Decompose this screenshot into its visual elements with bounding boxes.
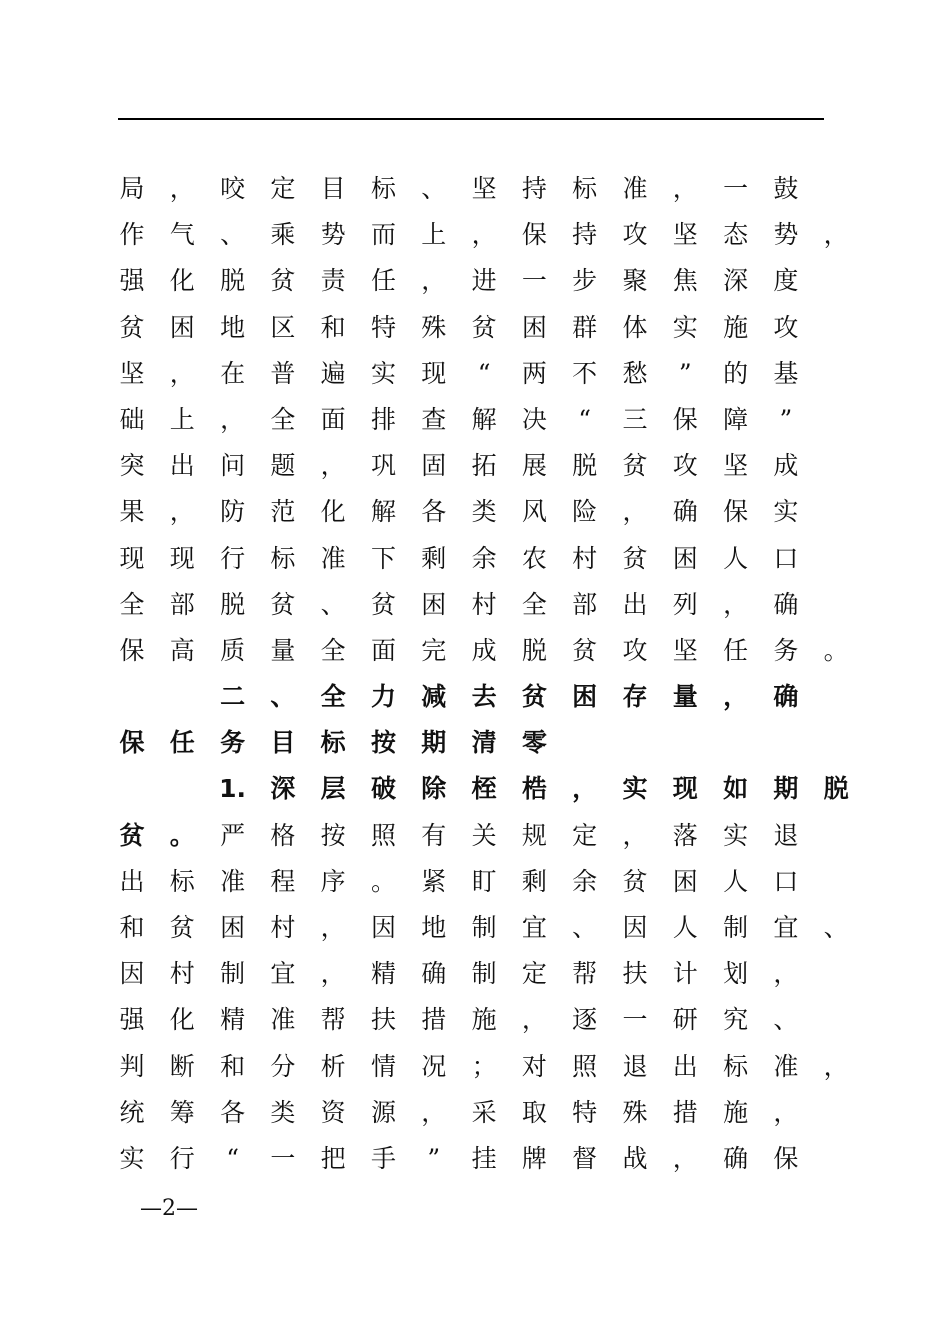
text-line: 因 村 制 宜 ， 精 确 制 定 帮 扶 计 划 ， [119,959,799,989]
text-line: 二 、 全 力 减 去 贫 困 存 量 ， 确 [220,682,799,712]
text-line: 统 筹 各 类 资 源 ， 采 取 特 殊 措 施 ， [119,1097,799,1127]
text-line: 作 气 、 乘 势 而 上 ， 保 持 攻 坚 态 势 ， [119,220,849,250]
page-number: —2— [140,1196,198,1221]
text-line: 保 高 质 量 全 面 完 成 脱 贫 攻 坚 任 务 。 [119,635,849,665]
text-line: 突 出 问 题 ， 巩 固 拓 展 脱 贫 攻 坚 成 [119,451,799,481]
text-line: 保 任 务 目 标 按 期 清 零 [119,728,547,758]
text-line: 实 行 “ 一 把 手 ” 挂 牌 督 战 ， 确 保 [119,1143,799,1173]
text-line: 贫 困 地 区 和 特 殊 贫 困 群 体 实 施 攻 [119,312,799,342]
text-line: 强 化 脱 贫 责 任 ， 进 一 步 聚 焦 深 度 [119,266,799,296]
text-line: 坚 ， 在 普 遍 实 现 “ 两 不 愁 ” 的 基 [119,358,799,388]
text-line: 出 标 准 程 序 。 紧 盯 剩 余 贫 困 人 口 [119,866,799,896]
text-line: 全 部 脱 贫 、 贫 困 村 全 部 出 列 ， 确 [119,589,799,619]
text-line: 和 贫 困 村 ， 因 地 制 宜 、 因 人 制 宜 、 [119,913,849,942]
text-line: 1. 深 层 破 除 桎 梏 ， 实 现 如 期 脱 [219,774,849,804]
text-line: 现 现 行 标 准 下 剩 余 农 村 贫 困 人 口 [119,543,799,573]
text-line: 判 断 和 分 析 情 况 ； 对 照 退 出 标 准 ， [119,1051,849,1081]
text-line: 果 ， 防 范 化 解 各 类 风 险 ， 确 保 实 [119,497,799,527]
text-line: 局 ， 咬 定 目 标 、 坚 持 标 准 ， 一 鼓 [119,174,799,203]
header-rule [118,118,824,120]
text-line: 础 上 ， 全 面 排 查 解 决 “ 三 保 障 ” [119,404,793,434]
text-line: 贫 。 严 格 按 照 有 关 规 定 ， 落 实 退 [119,820,799,850]
text-line: 强 化 精 准 帮 扶 措 施 ， 逐 一 研 究 、 [119,1005,799,1035]
body-text [0,168,950,1184]
